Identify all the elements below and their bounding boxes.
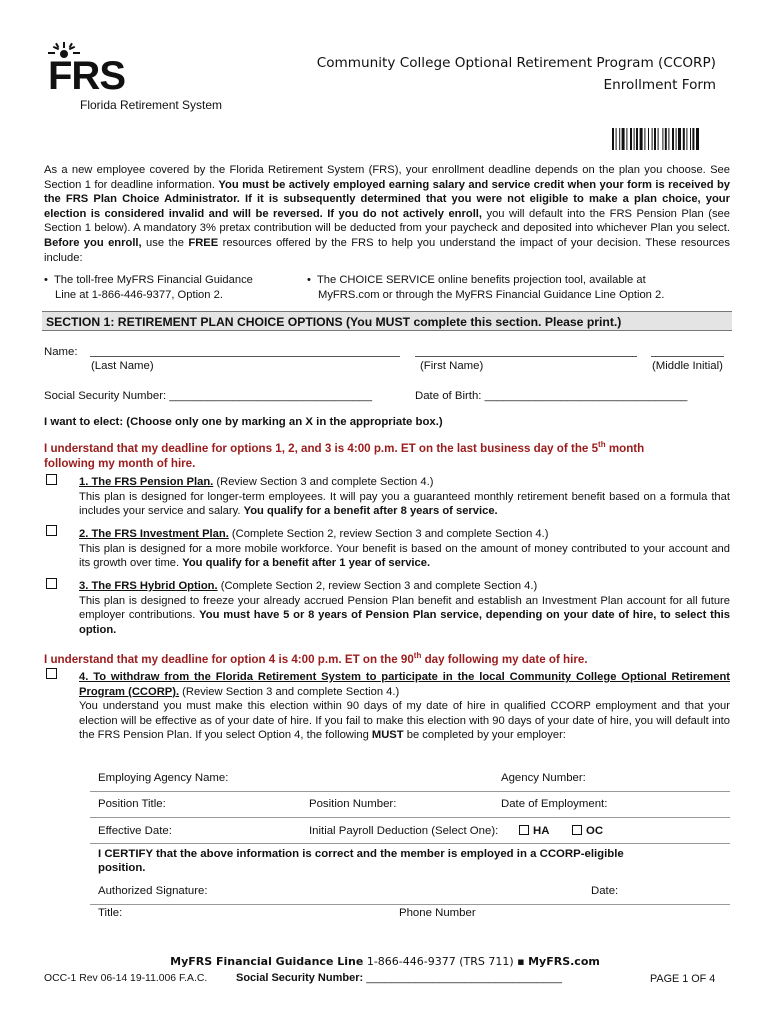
phone-number-field[interactable]: Phone Number — [399, 907, 476, 919]
employer-row-divider — [90, 791, 730, 792]
option-2-checkbox[interactable] — [46, 525, 57, 536]
barcode-bar — [619, 128, 620, 150]
employer-row-divider — [90, 904, 730, 905]
frs-logo: FRS — [48, 54, 125, 98]
barcode-bar — [678, 128, 681, 150]
barcode-bar — [658, 128, 659, 150]
barcode-bar — [690, 128, 691, 150]
barcode-bar — [630, 128, 632, 150]
ha-label: HA — [533, 825, 550, 837]
option-3-checkbox[interactable] — [46, 578, 57, 589]
deadline-option-4: I understand that my deadline for option 4 is 4:00 p.m. ET on the 90th day following my date of hire. — [44, 651, 588, 666]
position-number-field[interactable]: Position Number: — [309, 798, 397, 810]
section-1-heading: SECTION 1: RETIREMENT PLAN CHOICE OPTIONS (You MUST complete this section. Please print.) — [42, 311, 732, 331]
middle-initial-caption: (Middle Initial) — [652, 360, 723, 372]
date-of-employment-field[interactable]: Date of Employment: — [501, 798, 608, 810]
logo-subtitle: Florida Retirement System — [80, 98, 223, 112]
certify-statement: I CERTIFY that the above information is correct and the member is employed in a CCORP-eligible position. — [98, 848, 624, 874]
barcode-bar — [676, 128, 677, 150]
first-name-field[interactable] — [415, 356, 637, 357]
barcode-bar — [612, 128, 614, 150]
oc-checkbox[interactable] — [572, 825, 582, 835]
barcode — [612, 128, 730, 150]
oc-label: OC — [586, 825, 604, 837]
last-name-field[interactable] — [90, 356, 400, 357]
employer-row-divider — [90, 817, 730, 818]
option-1-pension-plan: 1. The FRS Pension Plan. (Review Section 3 and complete Section 4.) This plan is designed for longer-term employees. It will pay you a guaranteed monthly retirement benefit based on a formula that includes your service and salary. You qualify for a benefit after 8 years of service. — [79, 476, 730, 518]
option-3-hybrid-option: 3. The FRS Hybrid Option. (Complete Section 2, review Section 3 and complete Section 4.) This plan is designed to freeze your already accrued Pension Plan benefit and establish an Investment Plan account for all future employer contributions. You must have 5 or 8 years of Pension Plan service, depending on your date of hire, to select this option. — [79, 580, 730, 636]
option-1-checkbox[interactable] — [46, 474, 57, 485]
first-name-caption: (First Name) — [420, 360, 484, 372]
square-bullet-icon: ▪ — [517, 955, 525, 968]
position-title-field[interactable]: Position Title: — [98, 798, 166, 810]
deadline-options-1-3: I understand that my deadline for options 1, 2, and 3 is 4:00 p.m. ET on the last business day of the 5th month following my month of hire. — [44, 440, 645, 470]
barcode-bar — [665, 128, 667, 150]
page-number: PAGE 1 OF 4 — [650, 973, 716, 985]
agency-number-field[interactable]: Agency Number: — [501, 772, 586, 784]
employer-row-divider — [90, 843, 730, 844]
barcode-bar — [652, 128, 653, 150]
middle-initial-field[interactable] — [651, 356, 724, 357]
barcode-bar — [668, 128, 669, 150]
barcode-bar — [696, 128, 699, 150]
barcode-bar — [636, 128, 638, 150]
name-label: Name: — [44, 346, 78, 358]
barcode-bar — [662, 128, 663, 150]
barcode-bar — [634, 128, 635, 150]
guidance-line-footer: MyFRS Financial Guidance Line 1-866-446-9377 (TRS 711) ▪ MyFRS.com — [170, 955, 600, 968]
option-2-investment-plan: 2. The FRS Investment Plan. (Complete Section 2, review Section 3 and complete Section 4.) This plan is designed for a more mobile workforce. Your benefit is based on the amount of money contributed to your account and its growth over time. You qualify for a benefit after 1 year of service. — [79, 528, 730, 570]
employer-title-field[interactable]: Title: — [98, 907, 123, 919]
dob-field[interactable]: Date of Birth: ________________________________ — [415, 390, 688, 402]
form-title — [250, 52, 716, 96]
ha-checkbox[interactable] — [519, 825, 529, 835]
barcode-bar — [644, 128, 645, 150]
authorized-signature-field[interactable]: Authorized Signature: — [98, 885, 208, 897]
signature-date-field[interactable]: Date: — [591, 885, 619, 897]
barcode-bar — [640, 128, 643, 150]
barcode-bar — [616, 128, 617, 150]
barcode-bar — [683, 128, 685, 150]
intro-paragraph: As a new employee covered by the Florida Retirement System (FRS), your enrollment deadline depends on the plan you choose. See Section 1 for deadline information. You must be actively employed earning salary and service credit when your form is received by the FRS Plan Choice Administrator. If it is subsequently determined that you were not eligible to make a plan choice, your election is considered invalid and will be reversed. If you do not actively enroll, you will default into the FRS Pension Plan (see Section 1 below). A mandatory 3% pretax contribution will be deducted from your paycheck and deposited into whichever Plan you select. Before you enroll, use the FREE resources offered by the FRS to help you understand the impact of your decision. These resources include: — [44, 164, 731, 264]
barcode-bar — [686, 128, 687, 150]
title-line-2: Enrollment Form — [603, 77, 716, 93]
ssn-field[interactable]: Social Security Number: ________________________________ — [44, 390, 373, 402]
title-line-1: Community College Optional Retirement Program (CCORP) — [316, 55, 716, 71]
footer-ssn-field[interactable]: Social Security Number: ________________________________ — [236, 972, 562, 984]
option-4-ccorp: 4. To withdraw from the Florida Retirement System to participate in the local Community College Optional Retirement Program (CCORP). (Review Section 3 and complete Section 4.) You understand you must make this election within 90 days of my date of hire in qualified CCORP employment and that your election will be effective as of your date of hire. If you fail to make this election with 90 days of your date of hire, you will default into the FRS Pension Plan. If you select Option 4, the following MUST be completed by your employer: — [79, 671, 730, 742]
barcode-bar — [672, 128, 674, 150]
barcode-bar — [622, 128, 625, 150]
barcode-bar — [626, 128, 627, 150]
barcode-bar — [692, 128, 694, 150]
bullet-choice-service: • The CHOICE SERVICE online benefits projection tool, available at MyFRS.com or through the MyFRS Financial Guidance Line Option 2. — [307, 274, 665, 301]
bullet-guidance-line: • The toll-free MyFRS Financial Guidance Line at 1-866-446-9377, Option 2. — [44, 274, 253, 301]
barcode-bar — [648, 128, 649, 150]
payroll-deduction-label: Initial Payroll Deduction (Select One): — [309, 825, 499, 837]
option-4-checkbox[interactable] — [46, 668, 57, 679]
employing-agency-name-field[interactable]: Employing Agency Name: — [98, 772, 229, 784]
elect-instruction: I want to elect: (Choose only one by marking an X in the appropriate box.) — [44, 416, 443, 428]
form-revision: OCC-1 Rev 06-14 19-11.006 F.A.C. — [44, 973, 208, 984]
last-name-caption: (Last Name) — [91, 360, 154, 372]
barcode-bar — [654, 128, 656, 150]
effective-date-field[interactable]: Effective Date: — [98, 825, 172, 837]
